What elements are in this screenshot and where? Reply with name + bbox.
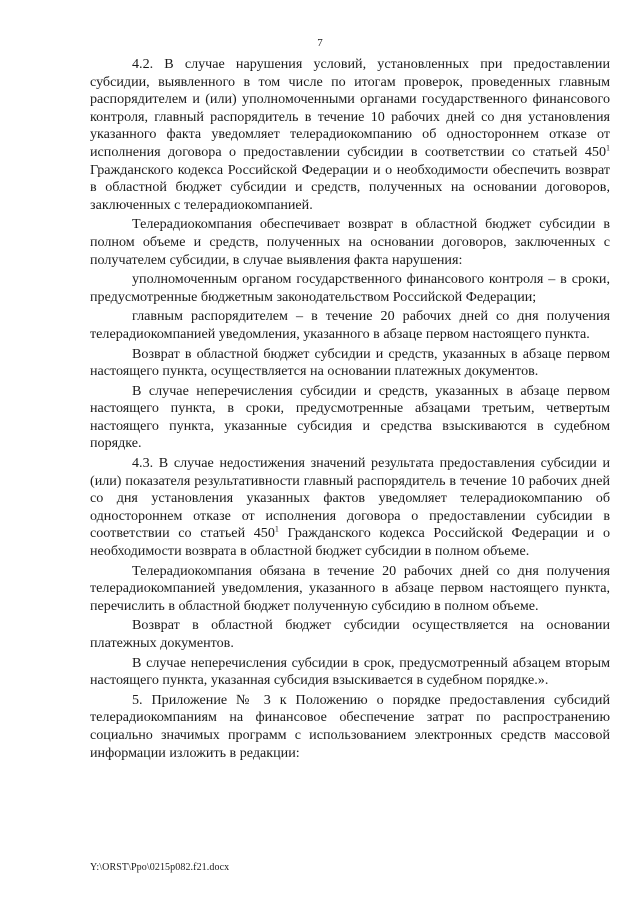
paragraph: В случае неперечисления субсидии и средств, указанных в абзаце первом настоящего пункта, в сроки, предусмотренные абзацами третьим, четвертым настоящего пункта, указанные субсидия и средства взыскиваются в судебном порядке. xyxy=(90,382,610,452)
paragraph: Телерадиокомпания обязана в течение 20 рабочих дней со дня получения телерадиокомпанией уведомления, указанного в абзаце первом настоящего пункта, перечислить в областной бюджет полученную субсидию в полном объеме. xyxy=(90,562,610,614)
paragraph-5: 5. Приложение № 3 к Положению о порядке предоставления субсидий телерадиокомпаниям на финансовое обеспечение затрат по распространению социально значимых программ с использованием электронных средств массовой информации изложить в редакции: xyxy=(90,691,610,761)
paragraph: В случае неперечисления субсидии в срок, предусмотренный абзацем вторым настоящего пункта, указанная субсидия взыскивается в судебном порядке.». xyxy=(90,654,610,689)
paragraph-4-3: 4.3. В случае недостижения значений результата предоставления субсидии и (или) показателя результативности главный распорядитель в течение 10 рабочих дней со дня установления указанных фактов уведомляет телерадиокомпанию об одностороннем отказе от исполнения договора о предоставлении субсидии в соответствии со статьей $450^1$ Гражданского кодекса Российской Федерации и о необходимости возврата в областной бюджет субсидии в полном объеме. xyxy=(90,455,610,560)
page-number: 7 xyxy=(317,37,323,49)
document-body xyxy=(90,56,610,762)
paragraph: Телерадиокомпания обеспечивает возврат в областной бюджет субсидии в полном объеме и средств, полученных на основании договоров, заключенных с получателем субсидии, в случае выявления факта нарушения: xyxy=(90,216,610,268)
paragraph: главным распорядителем – в течение 20 рабочих дней со дня получения телерадиокомпанией уведомления, указанного в абзаце первом настоящего пункта. xyxy=(90,308,610,342)
file-path-footer: Y:\ORST\Ppo\0215p082.f21.docx xyxy=(90,862,230,873)
paragraph: уполномоченным органом государственного финансового контроля – в сроки, предусмотренные бюджетным законодательством Российской Федерации; xyxy=(90,271,610,305)
superscript-1: 1 xyxy=(606,143,610,153)
superscript-1: 1 xyxy=(274,524,279,534)
paragraph-4-2: 4.2. В случае нарушения условий, установленных при предоставлении субсидии, выявленного в том числе по итогам проверок, проведенных главным распорядителем и (или) уполномоченными органами государственного финансового контроля, главный распорядитель в течение 10 рабочих дней со дня установления указанного факта уведомляет телерадиокомпанию об одностороннем отказе от исполнения договора о предоставлении субсидии в соответствии со статьей $450^1$ Гражданского кодекса Российской Федерации и о необходимости обеспечить возврат в областной бюджет субсидии и средств, полученных на основании договоров, заключенных с телерадиокомпанией. xyxy=(90,56,610,213)
paragraph: Возврат в областной бюджет субсидии и средств, указанных в абзаце первом настоящего пункта, осуществляется на основании платежных документов. xyxy=(90,345,610,380)
paragraph: Возврат в областной бюджет субсидии осуществляется на основании платежных документов. xyxy=(90,617,610,651)
